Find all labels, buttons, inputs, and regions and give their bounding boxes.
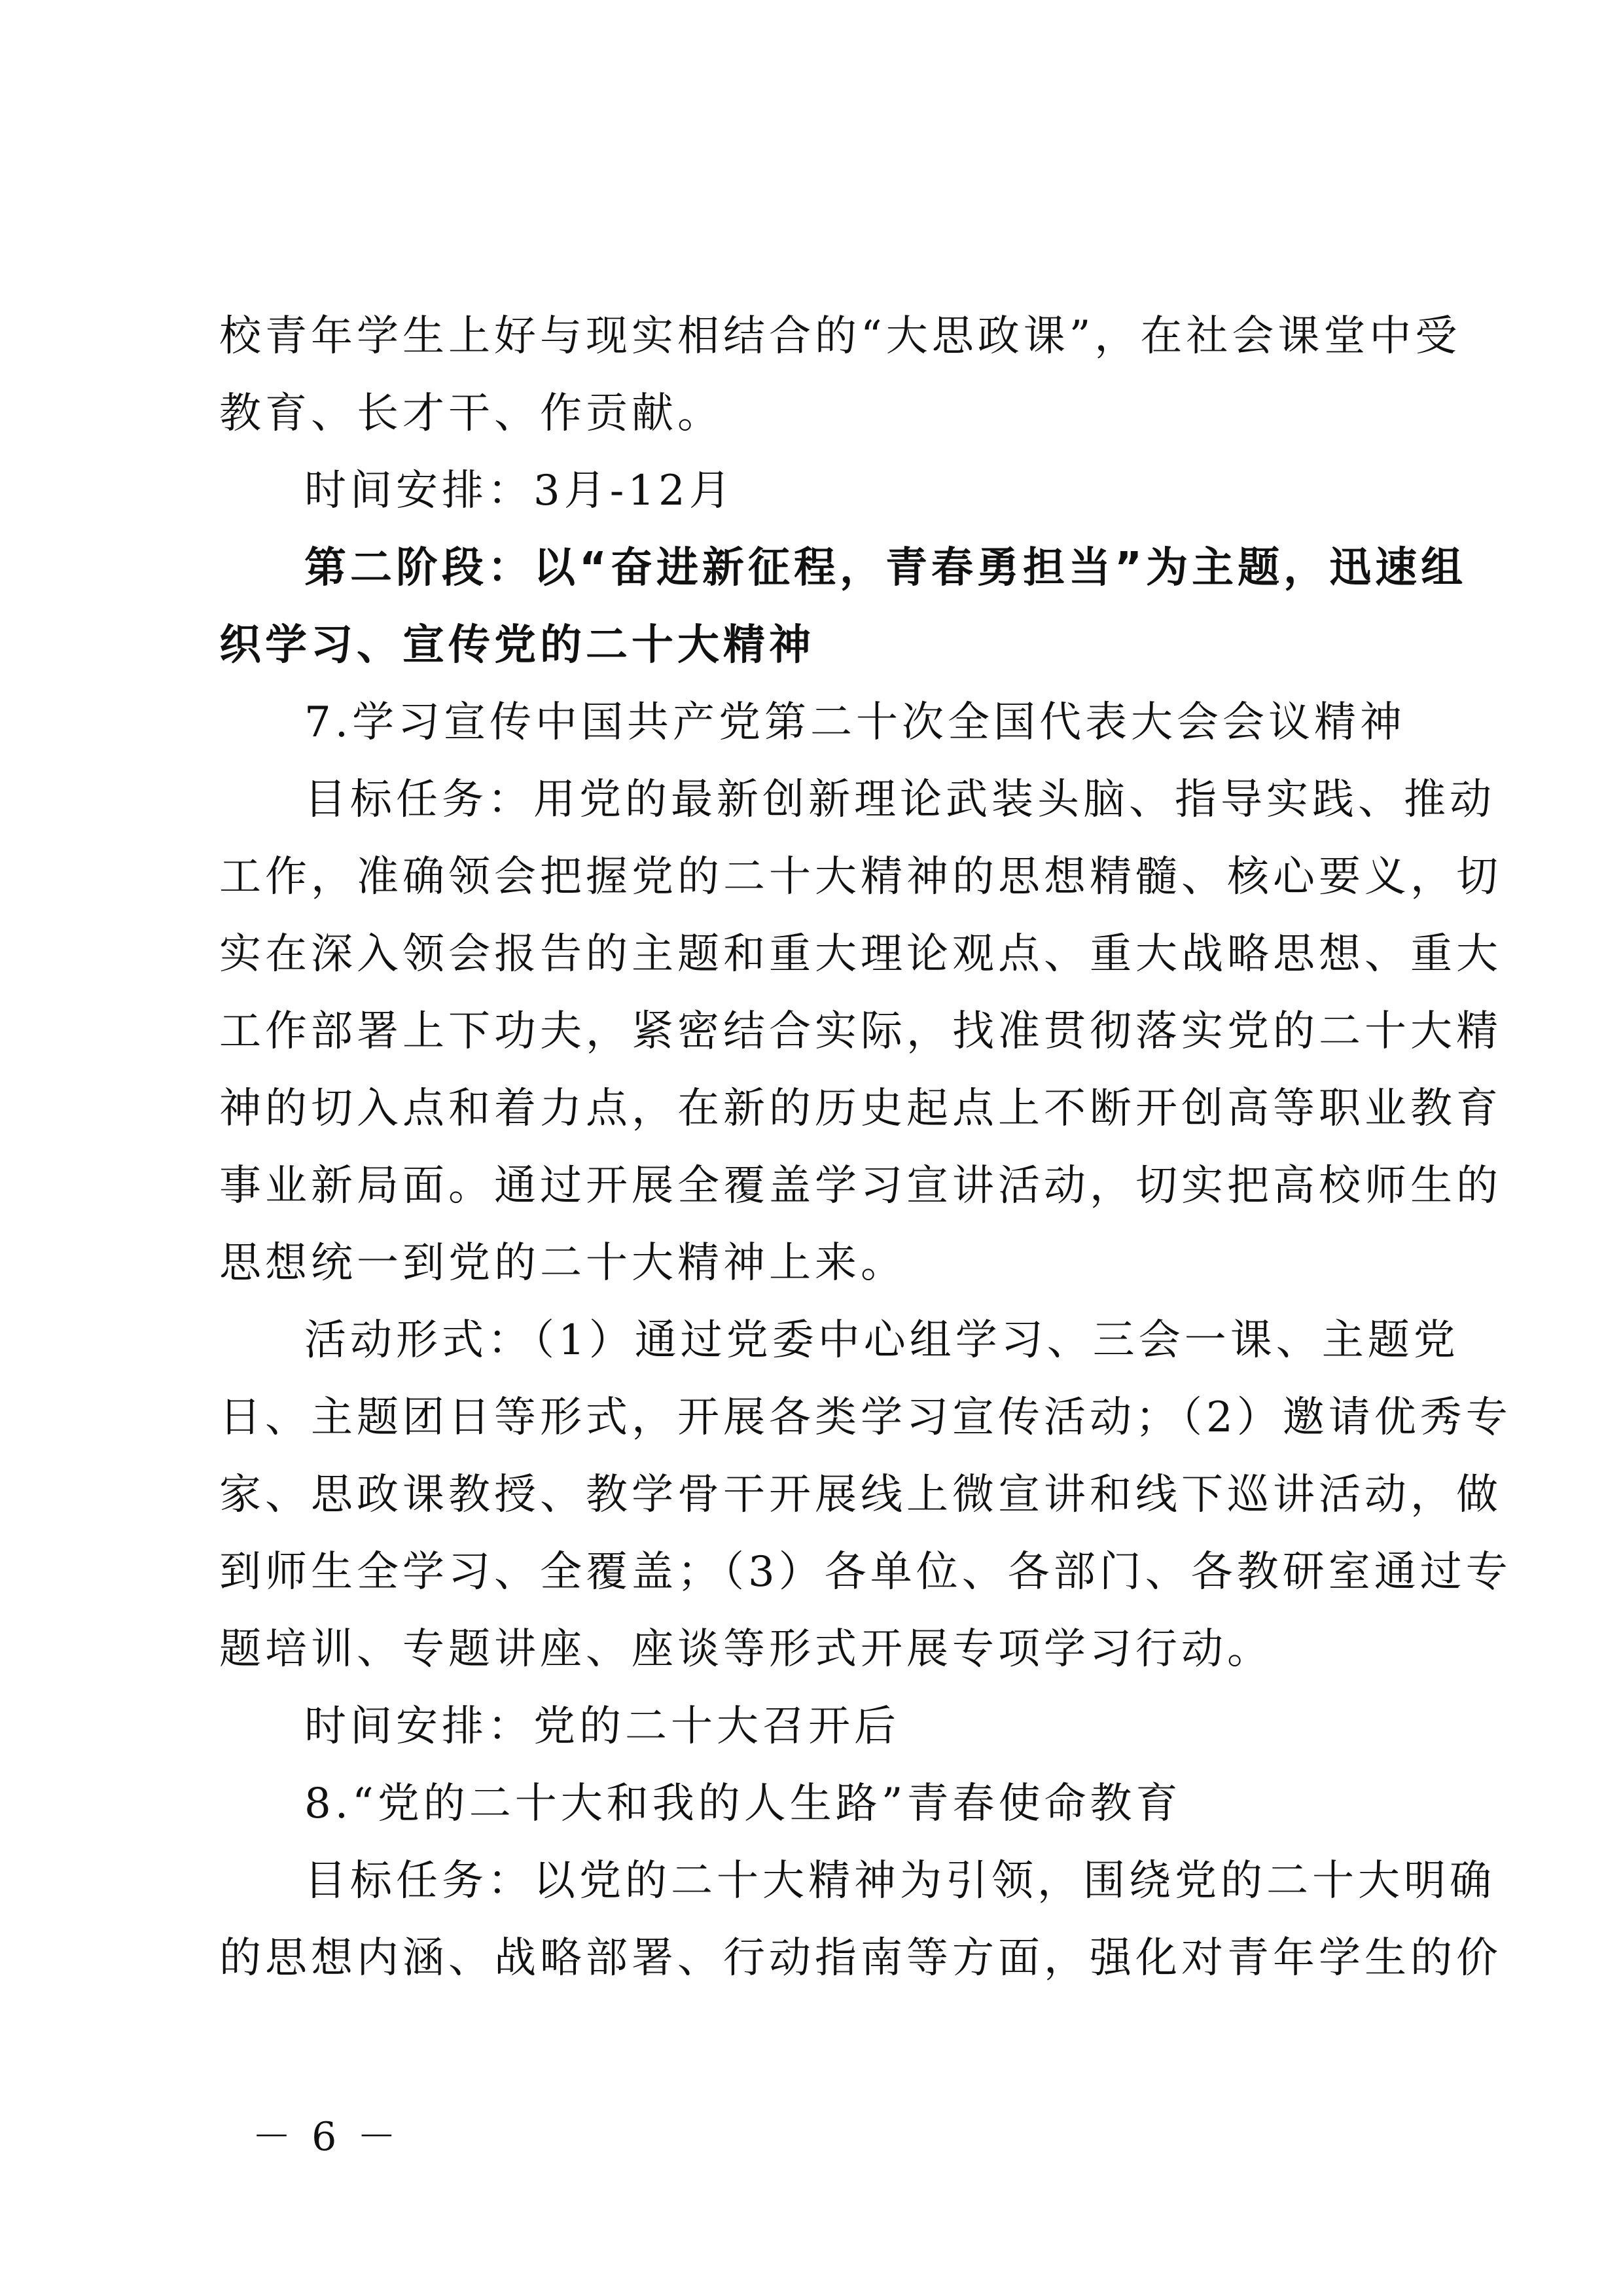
schedule-line: 时间安排：党的二十大召开后	[304, 1702, 900, 1751]
body-line: 的思想内涵、战略部署、行动指南等方面，强化对青年学生的价	[219, 1934, 1502, 1982]
body-line: 日、主题团日等形式，开展各类学习宣传活动；（2）邀请优秀专	[219, 1393, 1512, 1442]
body-line: 活动形式：（1）通过党委中心组学习、三会一课、主题党	[304, 1316, 1459, 1365]
body-line: 工作，准确领会把握党的二十大精神的思想精髓、核心要义，切	[219, 853, 1502, 901]
page-number: － 6 －	[252, 2114, 401, 2160]
section-heading: 织学习、宣传党的二十大精神	[219, 621, 815, 670]
body-line: 工作部署上下功夫，紧密结合实际，找准贯彻落实党的二十大精	[219, 1007, 1502, 1056]
schedule-line: 时间安排：3月-12月	[304, 467, 735, 515]
body-line: 实在深入领会报告的主题和重大理论观点、重大战略思想、重大	[219, 930, 1502, 978]
body-line: 题培训、专题讲座、座谈等形式开展专项学习行动。	[219, 1625, 1273, 1674]
section-heading: 第二阶段：以“奋进新征程，青春勇担当”为主题，迅速组	[304, 544, 1467, 592]
body-line: 目标任务：用党的最新创新理论武装头脑、指导实践、推动	[304, 776, 1495, 824]
body-line: 校青年学生上好与现实相结合的“大思政课”，在社会课堂中受	[219, 312, 1461, 361]
body-line: 到师生全学习、全覆盖；（3）各单位、各部门、各教研室通过专	[219, 1548, 1512, 1596]
item-heading: 7.学习宣传中国共产党第二十次全国代表大会会议精神	[304, 698, 1406, 747]
document-body	[219, 298, 1512, 1997]
body-line: 神的切入点和着力点，在新的历史起点上不断开创高等职业教育	[219, 1085, 1502, 1133]
body-line: 家、思政课教授、教学骨干开展线上微宣讲和线下巡讲活动，做	[219, 1471, 1502, 1519]
body-line: 教育、长才干、作贡献。	[219, 389, 723, 438]
item-heading: 8.“党的二十大和我的人生路”青春使命教育	[304, 1780, 1182, 1828]
body-line: 事业新局面。通过开展全覆盖学习宣讲活动，切实把高校师生的	[219, 1162, 1502, 1210]
body-line: 思想统一到党的二十大精神上来。	[219, 1239, 906, 1287]
body-line: 目标任务：以党的二十大精神为引领，围绕党的二十大明确	[304, 1857, 1495, 1905]
